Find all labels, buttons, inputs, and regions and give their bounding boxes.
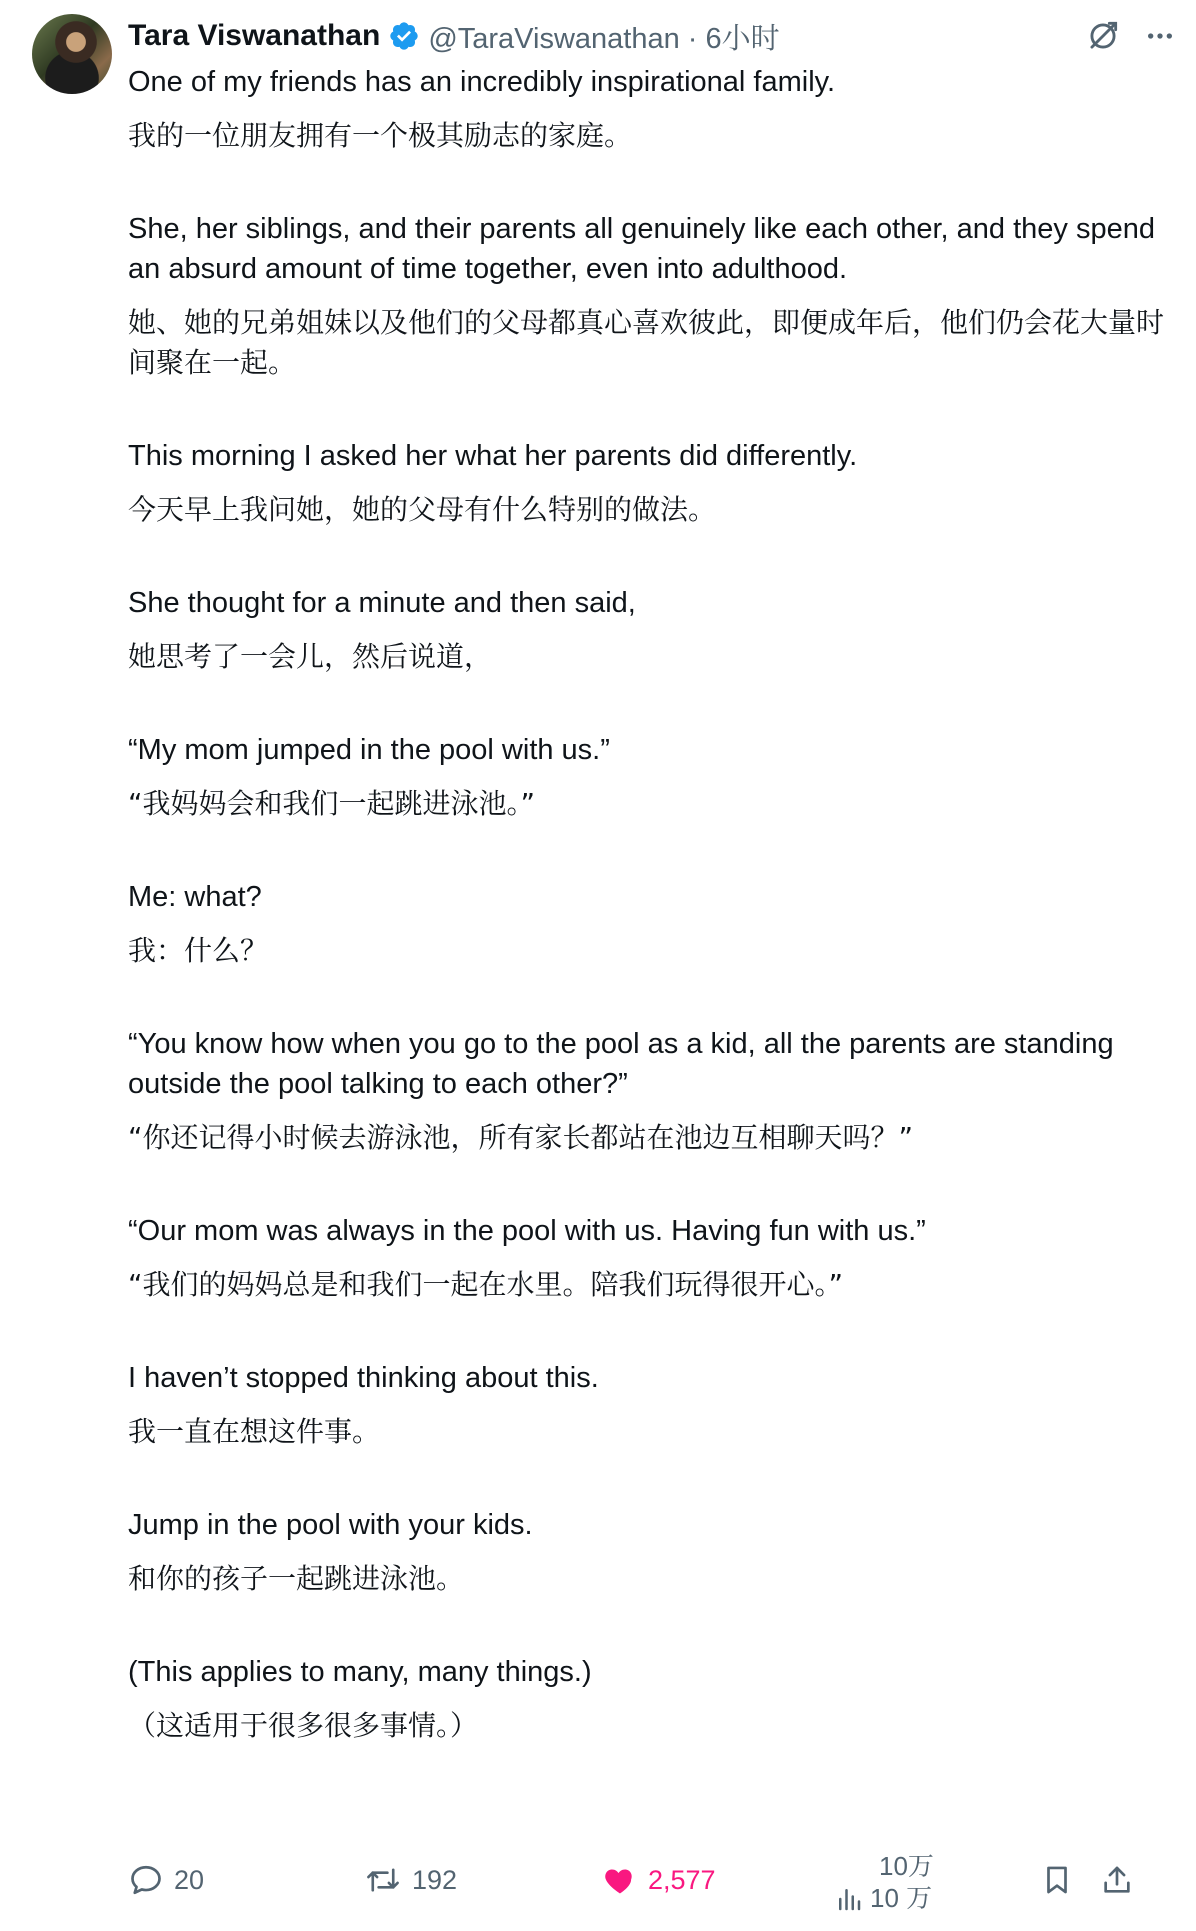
repost-icon	[364, 1862, 402, 1898]
paragraph-en: “You know how when you go to the pool as a kid, all the parents are standing outside the pool talking to each other?”	[128, 1028, 1114, 1100]
paragraph-zh: 我一直在想这件事。	[128, 1415, 381, 1448]
paragraph	[128, 62, 1178, 156]
paragraph-en: I haven’t stopped thinking about this.	[128, 1362, 599, 1394]
bookmark-icon	[1040, 1862, 1074, 1898]
like-icon	[602, 1862, 638, 1898]
paragraph	[128, 1024, 1178, 1158]
author-handle-time[interactable]: @TaraViswanathan · 6小时	[428, 22, 780, 55]
paragraph-zh: “我妈妈会和我们一起跳进泳池。”	[128, 787, 536, 820]
paragraph	[128, 583, 1178, 677]
paragraph-zh: 她、她的兄弟姐妹以及他们的父母都真心喜欢彼此，即便成年后，他们仍会花大量时间聚在一起。	[128, 306, 1165, 379]
like-button[interactable]	[602, 1862, 716, 1898]
repost-button[interactable]	[364, 1862, 457, 1898]
paragraph-en: (This applies to many, many things.)	[128, 1656, 592, 1688]
paragraph	[128, 1358, 1178, 1452]
grok-icon[interactable]	[1084, 17, 1122, 55]
paragraph	[128, 1211, 1178, 1305]
paragraph-en: This morning I asked her what her parents did differently.	[128, 440, 858, 472]
paragraph-en: Me: what?	[128, 881, 262, 913]
post-header	[128, 14, 780, 58]
bookmark-button[interactable]	[1040, 1862, 1074, 1898]
share-icon	[1100, 1862, 1134, 1898]
paragraph	[128, 209, 1178, 383]
avatar[interactable]	[32, 14, 112, 94]
paragraph-en: One of my friends has an incredibly inspirational family.	[128, 66, 836, 98]
paragraph-en: She, her siblings, and their parents all genuinely like each other, and they spend an absurd amount of time together, even into adulthood.	[128, 213, 1155, 285]
reply-button[interactable]	[128, 1862, 204, 1898]
repost-count: 192	[412, 1864, 458, 1895]
paragraph	[128, 1505, 1178, 1599]
paragraph	[128, 877, 1178, 971]
paragraph-zh: “我们的妈妈总是和我们一起在水里。陪我们玩得很开心。”	[128, 1268, 844, 1301]
action-bar	[128, 1844, 1178, 1914]
reply-icon	[128, 1862, 164, 1898]
views-count: 10 万	[870, 1883, 933, 1913]
reply-count: 20	[174, 1864, 205, 1895]
paragraph-zh: 今天早上我问她，她的父母有什么特别的做法。	[128, 493, 717, 526]
views-button[interactable]	[834, 1878, 932, 1915]
post-text	[128, 62, 1178, 1799]
verified-badge-icon	[388, 20, 420, 52]
more-icon[interactable]	[1144, 20, 1176, 52]
paragraph-zh: 我的一位朋友拥有一个极其励志的家庭。	[128, 119, 633, 152]
paragraph	[128, 730, 1178, 824]
paragraph-en: “Our mom was always in the pool with us. Having fun with us.”	[128, 1215, 926, 1247]
like-count: 2,577	[648, 1864, 716, 1895]
paragraph-zh: （这适用于很多很多事情。）	[128, 1709, 479, 1742]
paragraph	[128, 436, 1178, 530]
paragraph-en: She thought for a minute and then said,	[128, 587, 636, 619]
author-name[interactable]: Tara Viswanathan	[128, 19, 381, 52]
paragraph-zh: “你还记得小时候去游泳池，所有家长都站在池边互相聊天吗？”	[128, 1121, 914, 1154]
paragraph-en: Jump in the pool with your kids.	[128, 1509, 533, 1541]
paragraph-zh: 和你的孩子一起跳进泳池。	[128, 1562, 465, 1595]
paragraph-zh: 我：什么？	[128, 934, 269, 967]
paragraph	[128, 1652, 1178, 1746]
paragraph-en: “My mom jumped in the pool with us.”	[128, 734, 610, 766]
header-actions	[1084, 14, 1176, 58]
paragraph-zh: 她思考了一会儿，然后说道，	[128, 640, 493, 673]
views-count-top: 10万	[879, 1851, 934, 1881]
share-button[interactable]	[1100, 1862, 1134, 1898]
views-icon	[834, 1883, 864, 1915]
